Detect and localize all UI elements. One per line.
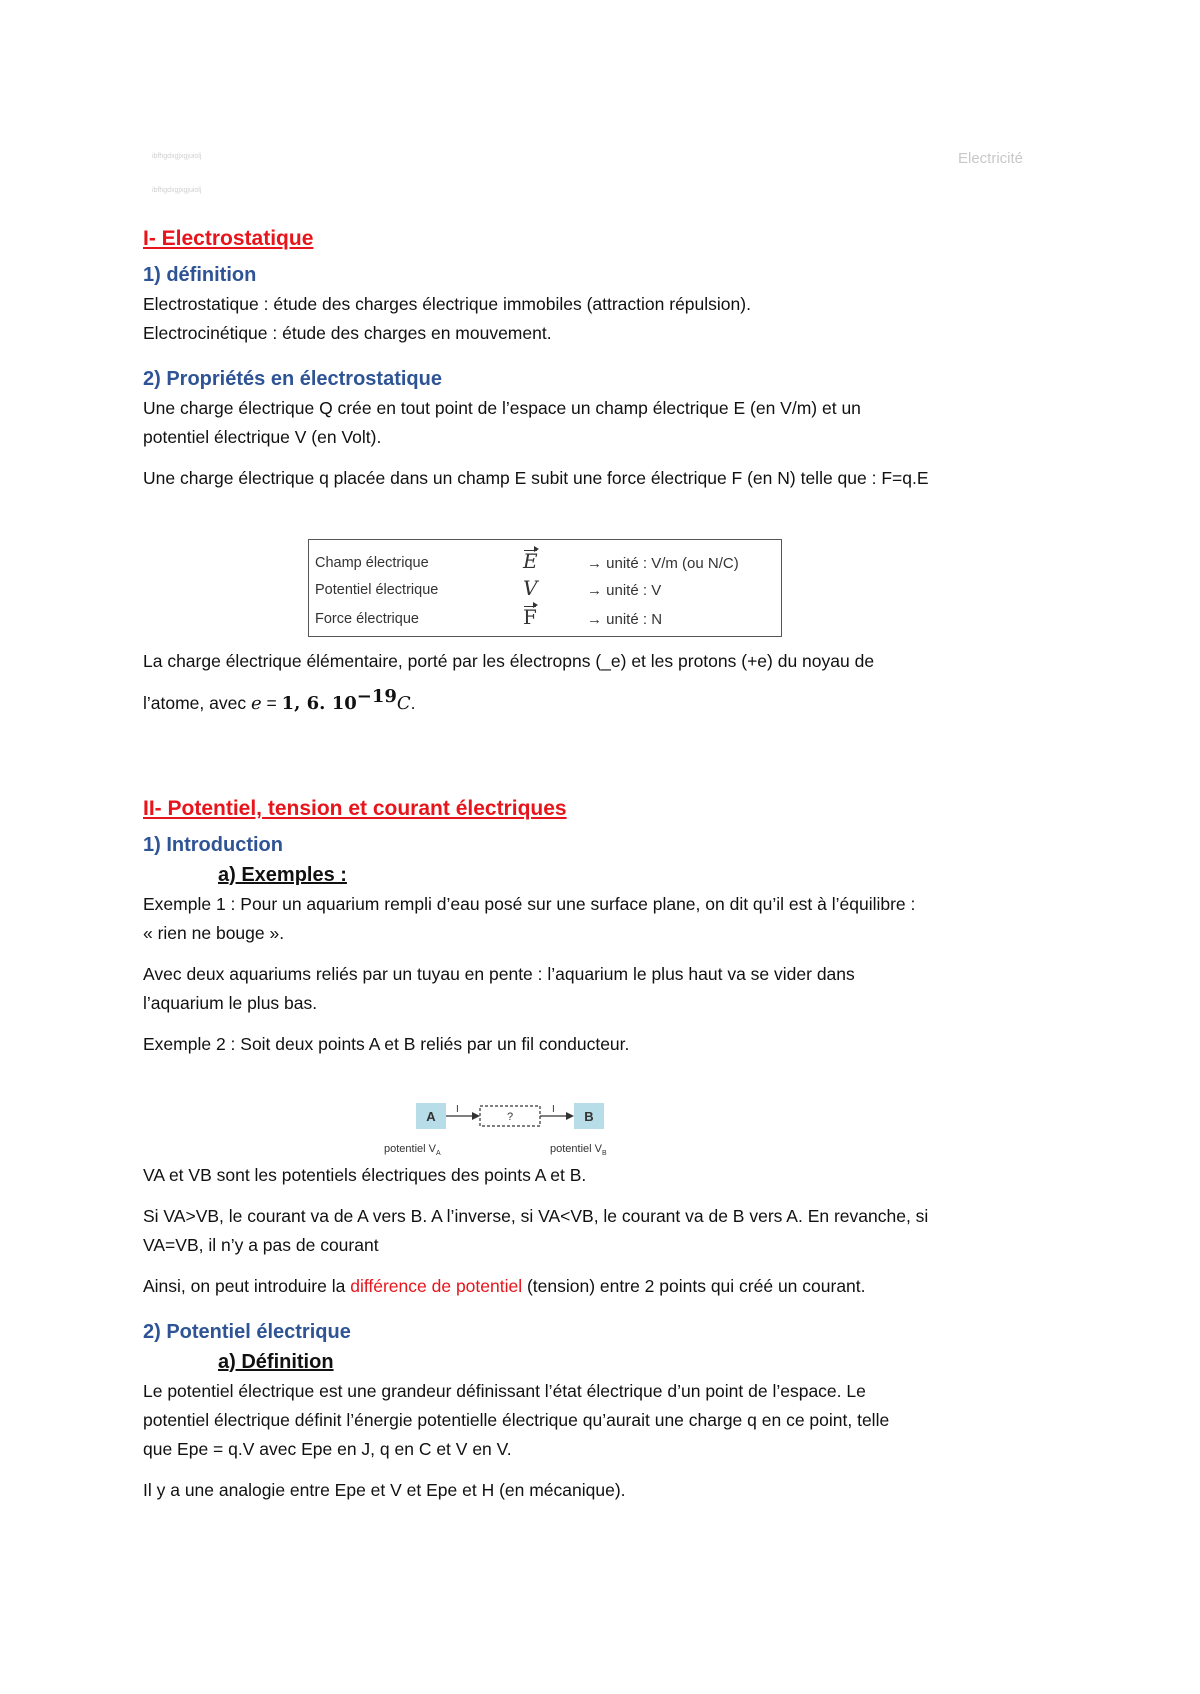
section-2-title: II- Potentiel, tension et courant électriques xyxy=(143,796,567,820)
subsubsection-examples: a) Exemples : xyxy=(218,863,347,886)
paragraph: Une charge électrique Q crée en tout point de l’espace un champ électrique E (en V/m) et un xyxy=(143,398,861,418)
header-left-watermark: ibfhgdxgjxgjuiolj ibfhgdxgjxgjuiolj xyxy=(152,153,202,194)
current-label-a: I xyxy=(456,1104,459,1115)
paragraph: potentiel électrique V (en Volt). xyxy=(143,427,382,447)
paragraph: Exemple 2 : Soit deux points A et B reliés par un fil conducteur. xyxy=(143,1033,630,1054)
subsection-properties: 2) Propriétés en électrostatique xyxy=(143,368,442,390)
paragraph: Electrostatique : étude des charges électrique immobiles (attraction répulsion). xyxy=(143,294,751,314)
paragraph: Ainsi, on peut introduire la différence de potentiel (tension) entre 2 points qui créé un courant. xyxy=(143,1275,866,1296)
paragraph-formula: l’atome, avec e = 1, 6. $10^{-19}C$. xyxy=(143,686,416,714)
paragraph: Avec deux aquariums reliés par un tuyau en pente : l’aquarium le plus haut va se vider dans xyxy=(143,963,855,984)
potential-b-label: potentiel $V_B$ xyxy=(550,1143,607,1157)
vector-f-symbol: F xyxy=(523,605,537,629)
paragraph: VA=VB, il n’y a pas de courant xyxy=(143,1234,379,1255)
paragraph: Electrocinétique : étude des charges en mouvement. xyxy=(143,323,552,343)
paragraph: Si VA>VB, le courant va de A vers B. A l’inverse, si VA<VB, le courant va de B vers A. En revanche, si xyxy=(143,1205,929,1226)
subsection-definition: 1) définition xyxy=(143,264,257,286)
subsection-introduction: 1) Introduction xyxy=(143,833,283,856)
vector-e-symbol: E xyxy=(523,549,538,573)
formula-value: 1, 6. 10 xyxy=(281,692,357,714)
paragraph: l’aquarium le plus bas. xyxy=(143,992,318,1013)
arrow-right-icon xyxy=(566,1112,574,1120)
main-content xyxy=(143,224,1073,1505)
circuit-diagram xyxy=(380,1086,640,1166)
paragraph: Le potentiel électrique est une grandeur définissant l’état électrique d’un point de l’espace. Le xyxy=(143,1380,866,1401)
highlight-potential-difference: différence de potentiel xyxy=(350,1275,523,1296)
section-1-title: I- Electrostatique xyxy=(143,227,314,250)
paragraph: VA et VB sont les potentiels électriques des points A et B. xyxy=(143,1164,587,1185)
formula-exponent: −19 xyxy=(356,686,397,707)
table-row: Champ électrique E → unité : V/m (ou N/C) xyxy=(315,549,739,573)
current-label-b: I xyxy=(552,1104,555,1115)
paragraph: Exemple 1 : Pour un aquarium rempli d’eau posé sur une surface plane, on dit qu’il est à l’équilibre : xyxy=(143,893,916,914)
box-b-label: B xyxy=(584,1109,594,1124)
paragraph: « rien ne bouge ». xyxy=(143,922,285,943)
unknown-label: ? xyxy=(506,1111,514,1123)
paragraph: Une charge électrique q placée dans un champ E subit une force électrique F (en N) telle que : F=q.E xyxy=(143,468,929,488)
formula-unit: C xyxy=(396,692,411,714)
paragraph: Il y a une analogie entre Epe et V et Epe et H (en mécanique). xyxy=(143,1479,626,1500)
potential-a-label: potentiel $V_A$ xyxy=(384,1143,441,1157)
formula-e: e xyxy=(250,692,262,714)
arrow-right-icon xyxy=(472,1112,480,1120)
quantities-table xyxy=(308,539,782,637)
paragraph: potentiel électrique définit l’énergie potentielle électrique qu’aurait une charge q en ce point, telle xyxy=(143,1409,890,1430)
box-a-label: A xyxy=(426,1109,436,1124)
header-title: Electricité xyxy=(958,150,1024,167)
subsection-electric-potential: 2) Potentiel électrique xyxy=(143,1320,351,1343)
paragraph: La charge électrique élémentaire, porté par les électropns (_e) et les protons (+e) du noyau de xyxy=(143,651,875,671)
paragraph: que Epe = q.V avec Epe en J, q en C et V en V. xyxy=(143,1438,512,1459)
table-row: Force électrique F → unité : N xyxy=(315,605,663,629)
table-row: Potentiel électrique V → unité : V xyxy=(315,576,662,600)
subsubsection-definition: a) Définition xyxy=(218,1350,334,1373)
potential-v-symbol: V xyxy=(523,576,538,600)
